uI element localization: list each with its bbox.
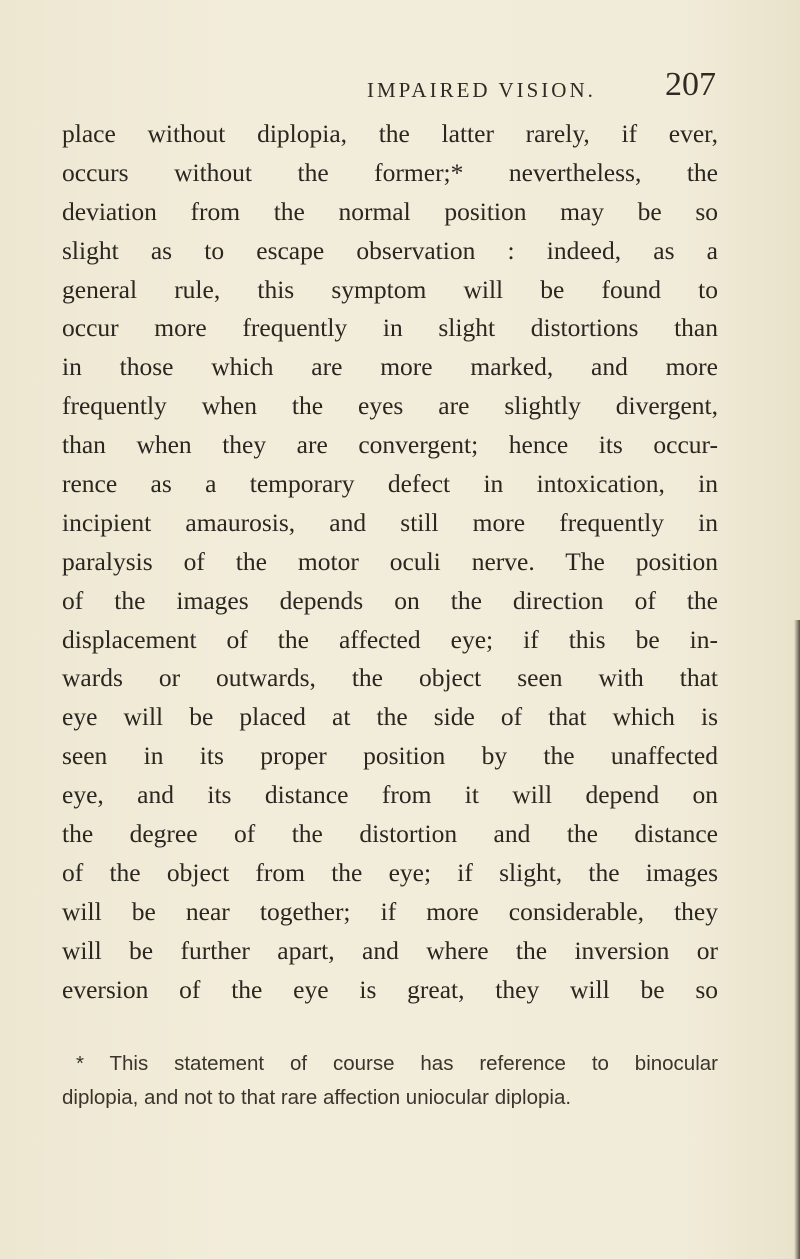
text-line: rence as a temporary defect in intoxication, in — [62, 469, 718, 499]
footnote — [62, 1047, 718, 1115]
text-line: place without diplopia, the latter rarely, if ever, — [62, 119, 718, 148]
text-line: frequently when the eyes are slightly divergent, — [62, 391, 718, 421]
text-line: will be near together; if more considerable, they — [62, 896, 718, 926]
text-line: wards or outwards, the object seen with that — [62, 663, 718, 693]
footnote-line: diplopia, and not to that rare affection uniocular diplopia. — [62, 1086, 572, 1109]
body-text — [62, 115, 718, 1009]
page-number: 207 — [665, 66, 716, 103]
text-line: slight as to escape observation : indeed, as a — [62, 235, 718, 265]
text-line: eye, and its distance from it will depend on — [62, 780, 718, 810]
text-line: of the object from the eye; if slight, the images — [62, 857, 718, 887]
text-line: paralysis of the motor oculi nerve. The position — [62, 546, 718, 576]
page-edge-shadow — [794, 620, 800, 1259]
text-line: general rule, this symptom will be found to — [62, 274, 718, 304]
text-line: occur more frequently in slight distortions than — [62, 313, 718, 343]
running-head — [0, 66, 800, 106]
text-line: deviation from the normal position may be so — [62, 196, 718, 226]
text-line: than when they are convergent; hence its occur- — [62, 430, 718, 460]
text-line: eye will be placed at the side of that which is — [62, 702, 718, 732]
text-line: in those which are more marked, and more — [62, 352, 718, 382]
text-line: will be further apart, and where the inversion or — [62, 935, 718, 965]
text-line: occurs without the former;* nevertheless, the — [62, 157, 718, 187]
text-line: incipient amaurosis, and still more frequently in — [62, 507, 718, 537]
text-line: displacement of the affected eye; if this be in- — [62, 624, 718, 654]
footnote-line: * This statement of course has reference to binocular — [76, 1052, 718, 1075]
text-line: of the images depends on the direction of the — [62, 585, 718, 615]
text-line: eversion of the eye is great, they will be so — [62, 974, 718, 1004]
header-title: IMPAIRED VISION. — [367, 78, 596, 102]
text-line: the degree of the distortion and the distance — [62, 819, 718, 849]
text-line: seen in its proper position by the unaffected — [62, 741, 718, 771]
